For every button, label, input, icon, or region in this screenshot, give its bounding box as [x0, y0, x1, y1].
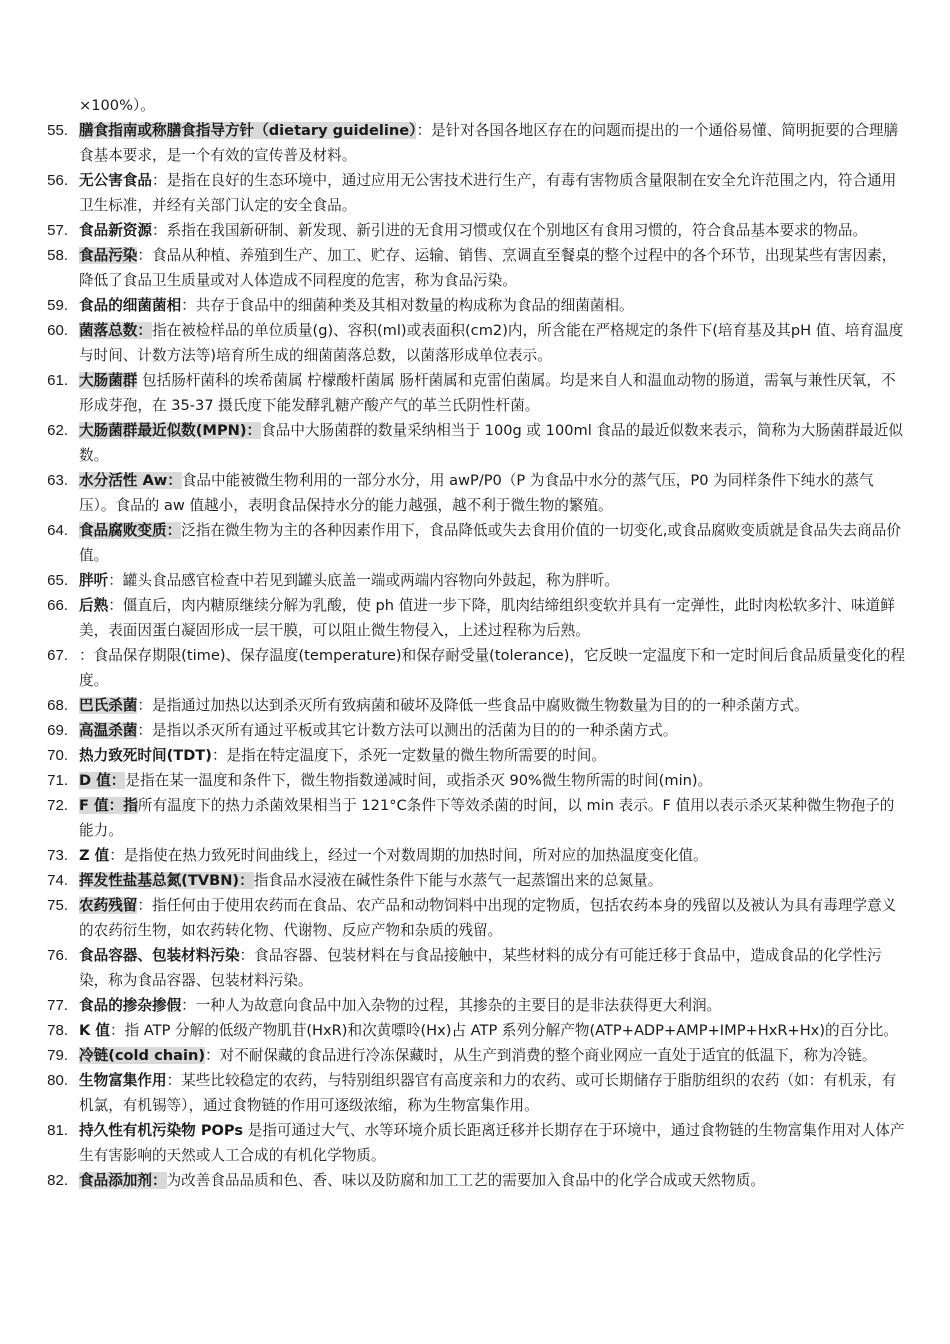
entry-number: 67. [47, 647, 68, 664]
entry-body [79, 568, 907, 593]
entry-body [79, 843, 907, 868]
entry-term: 高温杀菌 [79, 722, 138, 739]
entry-body [79, 218, 907, 243]
entry-number: 80. [47, 1072, 68, 1089]
entry-term: 食品新资源 [79, 222, 152, 239]
entry-term: 农药残留 [79, 897, 138, 914]
entry-number: 63. [47, 472, 68, 489]
entry-number: 60. [47, 322, 68, 339]
entry-term: 食品的掺杂掺假 [79, 997, 182, 1014]
entry-definition: ：是指通过加热以达到杀灭所有致病菌和破坏及降低一些食品中腐败微生物数量为目的的一种杀菌方式。 [137, 697, 809, 714]
entry-number: 59. [47, 297, 68, 314]
entry-body [79, 718, 907, 743]
definition-entry [0, 768, 950, 793]
definition-entry [0, 568, 950, 593]
entry-term: 胖听 [79, 572, 109, 589]
entry-body [79, 943, 907, 993]
entry-definition: 所有温度下的热力杀菌效果相当于 121°C条件下等效杀菌的时间，以 min 表示。F 值用以表示杀灭某种微生物孢子的能力。 [79, 797, 895, 839]
entry-definition: 是指可通过大气、水等环境介质长距离迁移并长期存在于环境中，通过食物链的生物富集作用对人体产生有害影响的天然或人工合成的有机化学物质。 [79, 1122, 905, 1164]
continuation-text: ×100%）。 [79, 97, 155, 114]
entry-definition: ：是指在特定温度下，杀死一定数量的微生物所需要的时间。 [211, 747, 606, 764]
definition-entry [0, 593, 950, 643]
entry-body [79, 993, 907, 1018]
entry-term: 热力致死时间(TDT) [79, 747, 212, 764]
entry-body [79, 593, 907, 643]
entry-term: 食品腐败变质： [79, 522, 182, 539]
entry-number: 74. [47, 872, 68, 889]
entry-number: 76. [47, 947, 68, 964]
entry-term: 食品的细菌菌相 [79, 297, 182, 314]
entry-term: 无公害食品 [79, 172, 152, 189]
entry-term: 大肠菌群 [79, 372, 138, 389]
entry-definition: 为改善食品品质和色、香、味以及防腐和加工工艺的需要加入食品中的化学合成或天然物质。 [166, 1172, 765, 1189]
entry-definition: ：指任何由于使用农药而在食品、农产品和动物饲料中出现的定物质，包括农药本身的残留以及被认为具有毒理学意义的农药衍生物，如农药转化物、代谢物、反应产物和杂质的残留。 [79, 897, 897, 939]
entry-body [79, 1018, 907, 1043]
definition-entry [0, 693, 950, 718]
entry-term: 食品容器、包装材料污染 [79, 947, 240, 964]
entry-number: 75. [47, 897, 68, 914]
entry-definition: ：对不耐保藏的食品进行冷冻保藏时，从生产到消费的整个商业网应一直处于适宜的低温下，称为冷链。 [205, 1047, 877, 1064]
entry-number: 58. [47, 247, 68, 264]
entry-term: Z 值 [79, 847, 110, 864]
entry-body [79, 643, 907, 693]
definition-entry [0, 293, 950, 318]
entry-body [79, 893, 907, 943]
entry-definition: ：食品容器、包装材料在与食品接触中，某些材料的成分有可能迁移于食品中，造成食品的化学性污染，称为食品容器、包装材料污染。 [79, 947, 882, 989]
definition-entry [0, 468, 950, 518]
entry-body [79, 868, 907, 893]
entry-body [79, 1168, 907, 1193]
entry-number: 62. [47, 422, 68, 439]
entry-term: K 值 [79, 1022, 110, 1039]
entry-term: 生物富集作用 [79, 1072, 167, 1089]
entry-definition: 泛指在微生物为主的各种因素作用下，食品降低或失去食用价值的一切变化,或食品腐败变质就是食品失去商品价值。 [79, 522, 901, 564]
entry-body [79, 243, 907, 293]
entry-number: 57. [47, 222, 68, 239]
entry-definition: 包括肠杆菌科的埃希菌属 柠檬酸杆菌属 肠杆菌属和克雷伯菌属。均是来自人和温血动物的肠道，需氧与兼性厌氧，不形成芽孢，在 35-37 摄氏度下能发酵乳糖产酸产气的革兰氏阴性杆菌。 [79, 372, 896, 414]
definition-entry [0, 893, 950, 943]
definition-list [0, 118, 950, 1193]
entry-term: 持久性有机污染物 POPs [79, 1122, 244, 1139]
entry-definition: ：罐头食品感官检查中若见到罐头底盖一端或两端内容物向外鼓起，称为胖听。 [108, 572, 619, 589]
entry-term: 大肠菌群最近似数(MPN)： [79, 422, 262, 439]
definition-entry [0, 243, 950, 293]
definition-entry [0, 1018, 950, 1043]
entry-number: 64. [47, 522, 68, 539]
entry-definition: 食品中能被微生物利用的一部分水分，用 awP/P0（P 为食品中水分的蒸气压，P0 为同样条件下纯水的蒸气压）。食品的 aw 值越小，表明食品保持水分的能力越强，越不利于微生物的繁殖。 [79, 472, 874, 514]
entry-number: 55. [47, 122, 68, 139]
entry-definition: ：是指使在热力致死时间曲线上，经过一个对数周期的加热时间，所对应的加热温度变化值。 [109, 847, 708, 864]
entry-body [79, 118, 907, 168]
definition-entry [0, 318, 950, 368]
entry-body [79, 1043, 907, 1068]
entry-number: 72. [47, 797, 68, 814]
entry-term: 水分活性 Aw： [79, 472, 182, 489]
definition-entry [0, 843, 950, 868]
entry-body [79, 168, 907, 218]
entry-body [79, 743, 907, 768]
definition-entry [0, 368, 950, 418]
entry-number: 61. [47, 372, 68, 389]
entry-body [79, 793, 907, 843]
definition-entry [0, 218, 950, 243]
entry-number: 79. [47, 1047, 68, 1064]
entry-definition: ：指 ATP 分解的低级产物肌苷(HxR)和次黄嘌呤(Hx)占 ATP 系列分解产物(ATP+ADP+AMP+IMP+HxR+Hx)的百分比。 [109, 1022, 898, 1039]
entry-body [79, 1068, 907, 1118]
entry-number: 73. [47, 847, 68, 864]
entry-body [79, 293, 907, 318]
entry-number: 70. [47, 747, 68, 764]
definition-entry [0, 1118, 950, 1168]
entry-number: 56. [47, 172, 68, 189]
entry-number: 65. [47, 572, 68, 589]
entry-term: 膳食指南或称膳食指导方针（dietary guideline） [79, 122, 417, 139]
entry-number: 81. [47, 1122, 68, 1139]
entry-definition: ：是指在良好的生态环境中，通过应用无公害技术进行生产，有毒有害物质含量限制在安全允许范围之内，符合通用卫生标准，并经有关部门认定的安全食品。 [79, 172, 897, 214]
entry-body [79, 693, 907, 718]
definition-entry [0, 743, 950, 768]
entry-definition: ：僵直后，肉内糖原继续分解为乳酸，使 ph 值进一步下降，肌肉结缔组织变软并具有一定弹性，此时肉松软多汁、味道鲜美，表面因蛋白凝固形成一层干膜，可以阻止微生物侵入，上述过程称为后熟。 [79, 597, 895, 639]
definition-entry [0, 1043, 950, 1068]
entry-definition: 指食品水浸液在碱性条件下能与水蒸气一起蒸馏出来的总氮量。 [253, 872, 663, 889]
entry-definition: 是指在某一温度和条件下，微生物指数递减时间，或指杀灭 90%微生物所需的时间(min)。 [125, 772, 713, 789]
entry-body [79, 368, 907, 418]
entry-definition: ：是针对各国各地区存在的问题而提出的一个通俗易懂、简明扼要的合理膳食基本要求，是一个有效的宣传普及材料。 [79, 122, 899, 164]
definition-entry [0, 118, 950, 168]
entry-number: 77. [47, 997, 68, 1014]
entry-term: 巴氏杀菌 [79, 697, 138, 714]
entry-definition: ：共存于食品中的细菌种类及其相对数量的构成称为食品的细菌菌相。 [181, 297, 634, 314]
entry-term: 食品添加剂： [79, 1172, 167, 1189]
entry-term: D 值： [79, 772, 126, 789]
entry-term: 冷链(cold chain) [79, 1047, 206, 1064]
entry-term: F 值：指 [79, 797, 138, 814]
definition-entry [0, 518, 950, 568]
definition-entry [0, 868, 950, 893]
entry-definition: ：食品保存期限(time)、保存温度(temperature)和保存耐受量(tolerance)，它反映一定温度下和一定时间后食品质量变化的程度。 [79, 647, 906, 689]
definition-entry [0, 168, 950, 218]
entry-number: 66. [47, 597, 68, 614]
definition-entry [0, 1168, 950, 1193]
definition-entry [0, 793, 950, 843]
entry-definition: 指在被检样品的单位质量(g)、容积(ml)或表面积(cm2)内，所含能在严格规定的条件下(培育基及其pH 值、培育温度与时间、计数方法等)培育所生成的细菌菌落总数，以菌落形成单位表示。 [79, 322, 904, 364]
entry-term: 挥发性盐基总氮(TVBN)： [79, 872, 254, 889]
entry-definition: ：食品从种植、养殖到生产、加工、贮存、运输、销售、烹调直至餐桌的整个过程中的各个环节，出现某些有害因素，降低了食品卫生质量或对人体造成不同程度的危害，称为食品污染。 [79, 247, 897, 289]
entry-body [79, 768, 907, 793]
entry-body [79, 518, 907, 568]
entry-number: 82. [47, 1172, 68, 1189]
entry-body [79, 1118, 907, 1168]
entry-term: 食品污染 [79, 247, 138, 264]
entry-number: 78. [47, 1022, 68, 1039]
entry-body [79, 468, 907, 518]
entry-body [79, 318, 907, 368]
definition-entry [0, 418, 950, 468]
definition-entry [0, 718, 950, 743]
definition-entry [0, 943, 950, 993]
entry-number: 68. [47, 697, 68, 714]
entry-definition: ：一种人为故意向食品中加入杂物的过程，其掺杂的主要目的是非法获得更大利润。 [181, 997, 722, 1014]
definition-entry [0, 1068, 950, 1118]
definition-entry [0, 993, 950, 1018]
entry-number: 69. [47, 722, 68, 739]
entry-term: 后熟 [79, 597, 109, 614]
entry-definition: ：某些比较稳定的农药，与特别组织器官有高度亲和力的农药、或可长期储存于脂肪组织的农药（如：有机汞，有机氯，有机锡等），通过食物链的作用可逐级浓缩，称为生物富集作用。 [79, 1072, 897, 1114]
entry-body [79, 418, 907, 468]
entry-term: 菌落总数： [79, 322, 152, 339]
definition-entry [0, 643, 950, 693]
entry-definition: ：系指在我国新研制、新发现、新引进的无食用习惯或仅在个别地区有食用习惯的，符合食品基本要求的物品。 [151, 222, 868, 239]
entry-definition: ：是指以杀灭所有通过平板或其它计数方法可以测出的活菌为目的的一种杀菌方式。 [137, 722, 678, 739]
entry-definition: 食品中大肠菌群的数量采纳相当于 100g 或 100ml 食品的最近似数来表示，简称为大肠菌群最近似数。 [79, 422, 903, 464]
entry-number: 71. [47, 772, 68, 789]
